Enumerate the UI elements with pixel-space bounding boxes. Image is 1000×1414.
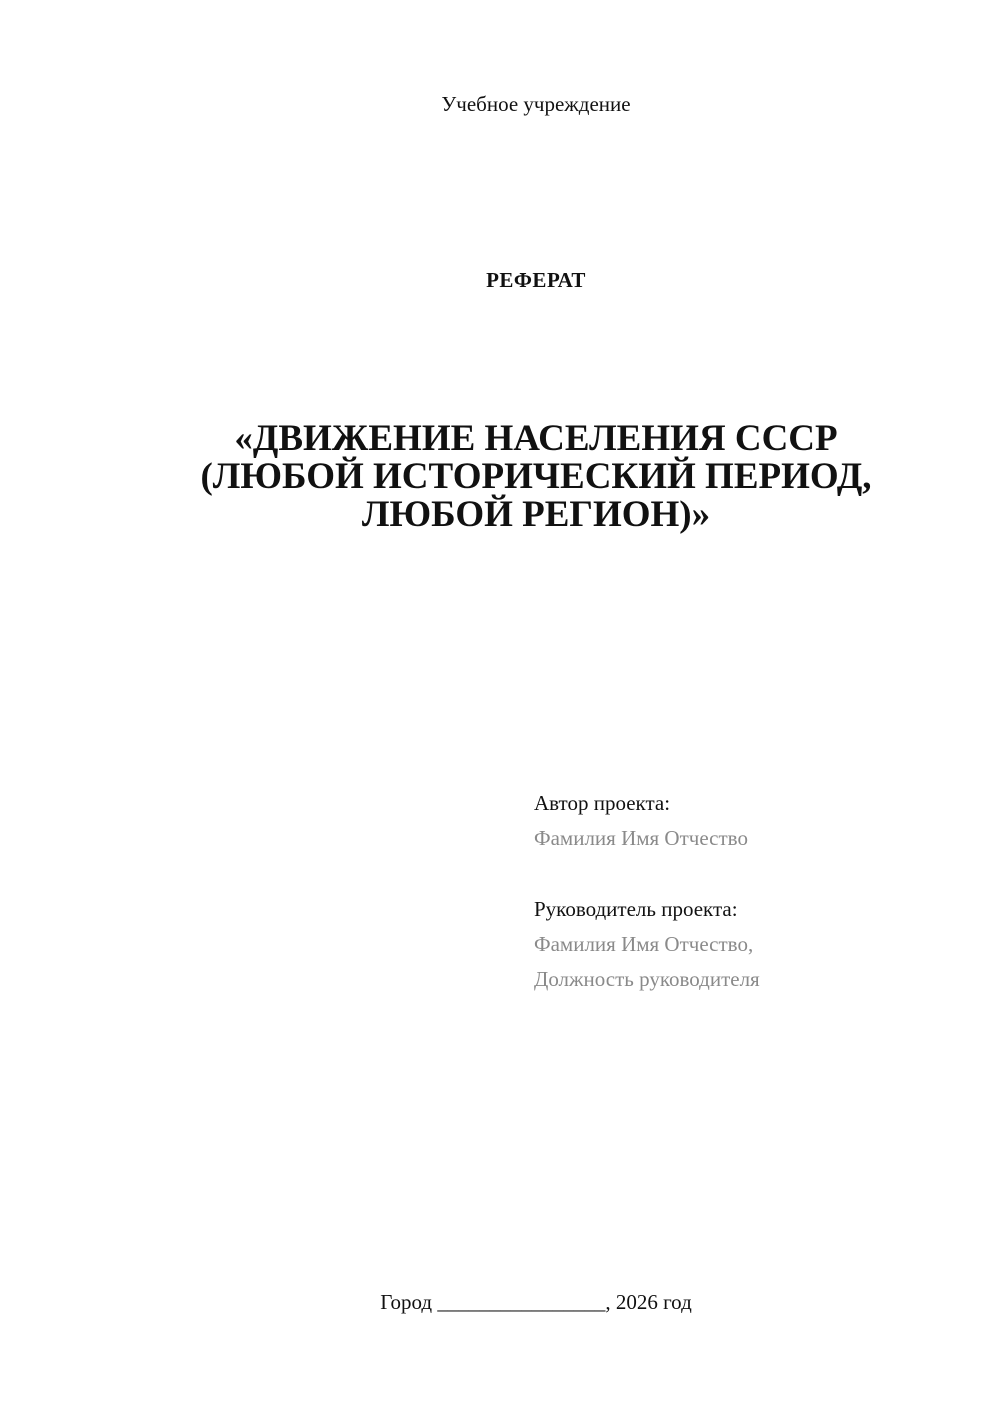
author-label: Автор проекта:	[534, 791, 671, 815]
topic-line: (ЛЮБОЙ ИСТОРИЧЕСКИЙ ПЕРИОД,	[200, 456, 872, 497]
supervisor-position: Должность руководителя	[534, 967, 760, 991]
supervisor-label: Руководитель проекта:	[534, 897, 738, 921]
supervisor-name: Фамилия Имя Отчество,	[534, 932, 754, 956]
city-year-line: Город ________________, 2026 год	[380, 1290, 692, 1314]
author-block	[534, 786, 974, 856]
topic-line: «ДВИЖЕНИЕ НАСЕЛЕНИЯ СССР	[234, 418, 838, 459]
topic-title	[140, 420, 932, 534]
topic-line: ЛЮБОЙ РЕГИОН)»	[361, 494, 711, 535]
supervisor-block	[534, 892, 974, 997]
institution-name: Учебное учреждение	[441, 92, 631, 116]
document-type: РЕФЕРАТ	[486, 268, 586, 292]
author-name: Фамилия Имя Отчество	[534, 826, 748, 850]
